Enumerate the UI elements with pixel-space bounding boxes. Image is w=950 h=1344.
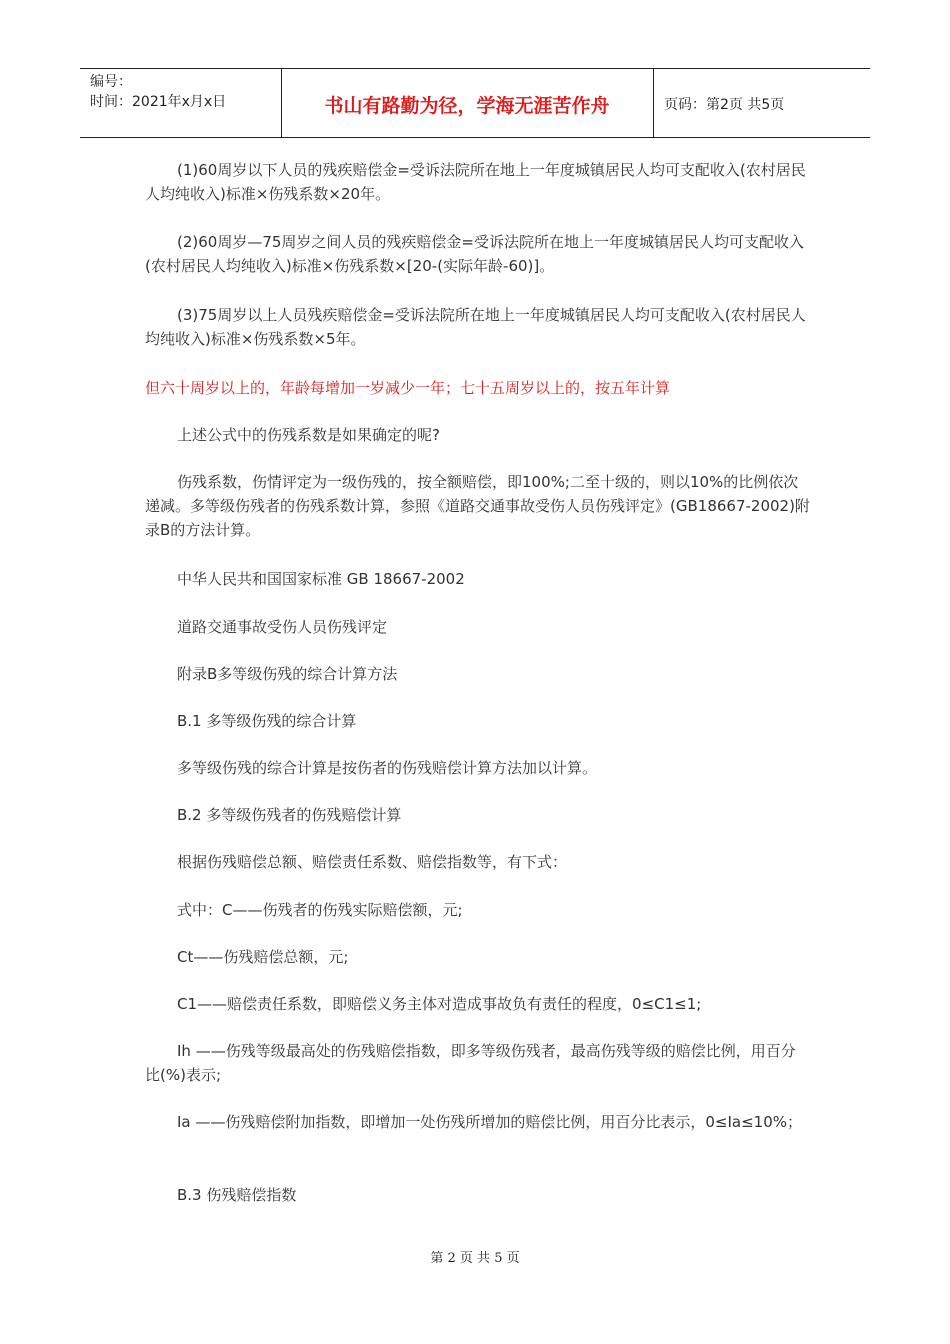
- document-number-label: 编号：: [90, 74, 132, 90]
- paragraph-formula-2: (2)60周岁—75周岁之间人员的残疾赔偿金=受诉法院所在地上一年度城镇居民人均可支配收入(农村居民人均纯收入)标准×伤残系数×[20-(实际年龄-60)]。: [145, 233, 804, 275]
- section-b1-heading: B.1 多等级伤残的综合计算: [177, 712, 357, 730]
- paragraph-coefficient: 伤残系数，伤情评定为一级伤残的，按全额赔偿，即100%;二至十级的，则以10%的比例依次递减。多等级伤残者的伤残系数计算，参照《道路交通事故受伤人员伤残评定》(GB18667-2002)附录B的方法计算。: [145, 473, 810, 539]
- header-meta-cell: [80, 69, 282, 137]
- section-b1-text: 多等级伤残的综合计算是按伤者的伤残赔偿计算方法加以计算。: [177, 759, 598, 777]
- section-b2-heading: B.2 多等级伤残者的伤残赔偿计算: [177, 806, 402, 824]
- paragraph-question: 上述公式中的伤残系数是如果确定的呢?: [177, 426, 440, 444]
- page-header: [80, 68, 870, 138]
- document-date-label: 时间：2021年x月x日: [90, 94, 227, 110]
- standard-name: 道路交通事故受伤人员伤残评定: [177, 618, 388, 636]
- definition-ih: Ih ——伤残等级最高处的伤残赔偿指数，即多等级伤残者，最高伤残等级的赔偿比例，用百分比(%)表示;: [145, 1042, 796, 1084]
- definition-c: 式中：C——伤残者的伤残实际赔偿额，元;: [177, 901, 463, 919]
- paragraph-formula-1: (1)60周岁以下人员的残疾赔偿金=受诉法院所在地上一年度城镇居民人均可支配收入(农村居民人均纯收入)标准×伤残系数×20年。: [145, 161, 806, 203]
- definition-c1: C1——赔偿责任系数，即赔偿义务主体对造成事故负有责任的程度，0≤C1≤1;: [177, 995, 702, 1013]
- section-b2-text: 根据伤残赔偿总额、赔偿责任系数、赔偿指数等，有下式：: [177, 853, 568, 871]
- appendix-title: 附录B多等级伤残的综合计算方法: [177, 665, 398, 683]
- highlight-note: 但六十周岁以上的，年龄每增加一岁减少一年；七十五周岁以上的，按五年计算: [145, 379, 671, 397]
- paragraph-formula-3: (3)75周岁以上人员残疾赔偿金=受诉法院所在地上一年度城镇居民人均可支配收入(农村居民人均纯收入)标准×伤残系数×5年。: [145, 306, 806, 348]
- header-motto: 书山有路勤为径，学海无涯苦作舟: [324, 95, 610, 117]
- definition-ia: Ia ——伤残赔偿附加指数，即增加一处伤残所增加的赔偿比例，用百分比表示，0≤Ia≤10%；: [177, 1113, 803, 1131]
- section-b3-heading: B.3 伤残赔偿指数: [177, 1186, 297, 1204]
- standard-title: 中华人民共和国国家标准 GB 18667-2002: [177, 570, 465, 588]
- header-motto-cell: [281, 69, 654, 137]
- header-page-code: 页码：第2页 共5页: [664, 97, 785, 113]
- header-page-cell: [654, 69, 870, 137]
- page-footer: 第 2 页 共 5 页: [430, 1251, 520, 1266]
- definition-ct: Ct——伤残赔偿总额，元;: [177, 948, 349, 966]
